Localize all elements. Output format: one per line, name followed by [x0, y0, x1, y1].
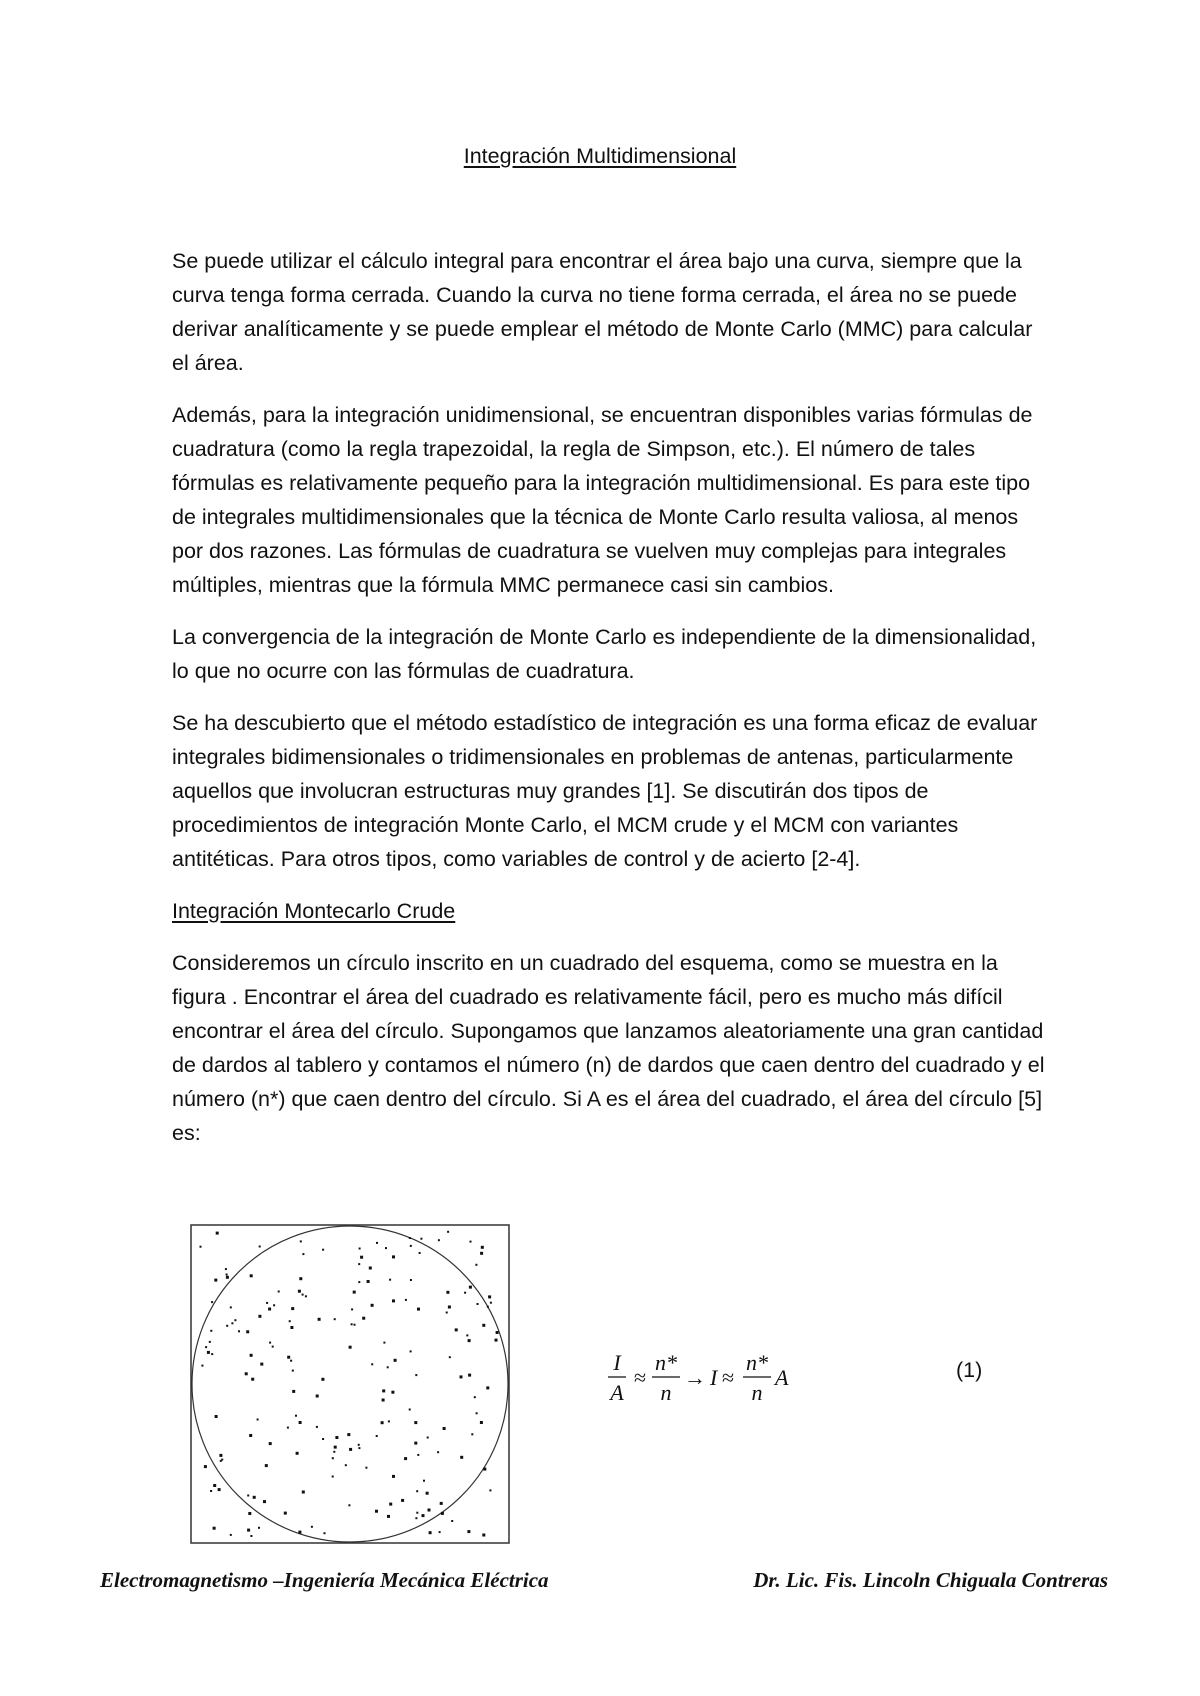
- dart-dot: [290, 1326, 293, 1329]
- dart-dot: [220, 1460, 222, 1462]
- dart-dot: [210, 1330, 212, 1332]
- dart-dot: [404, 1457, 407, 1460]
- dart-dot: [353, 1291, 356, 1294]
- dart-dot: [210, 1490, 212, 1492]
- dart-dot: [204, 1465, 207, 1468]
- dart-dot: [369, 1267, 372, 1270]
- dart-dot: [213, 1484, 216, 1487]
- dart-dot: [477, 1303, 479, 1305]
- dart-dot: [258, 1527, 260, 1529]
- page-title: Integración Multidimensional: [463, 144, 737, 168]
- dart-dot: [362, 1317, 365, 1320]
- dart-dot: [422, 1514, 425, 1517]
- dart-dot: [358, 1447, 360, 1449]
- eq-approx-1: ≈: [634, 1365, 647, 1390]
- dart-dot: [367, 1280, 370, 1283]
- dart-dot: [417, 1308, 420, 1311]
- eq-frac1-denominator: n: [660, 1380, 672, 1405]
- dart-dot: [324, 1532, 326, 1534]
- dart-dot: [392, 1255, 395, 1258]
- dart-dot: [292, 1390, 295, 1393]
- dart-dot: [253, 1496, 256, 1499]
- dart-dot: [349, 1346, 352, 1349]
- dart-dot: [316, 1395, 319, 1398]
- body-text: [172, 244, 1048, 1168]
- dart-dot: [305, 1295, 307, 1297]
- eq-tail: A: [775, 1365, 789, 1390]
- dart-dot: [392, 1299, 395, 1302]
- dart-dot: [371, 1363, 373, 1365]
- equation-number: (1): [956, 1358, 983, 1382]
- dart-dot: [334, 1318, 336, 1320]
- dart-dot: [311, 1526, 313, 1528]
- dart-dot: [464, 1292, 466, 1294]
- dart-dot: [414, 1442, 417, 1445]
- dart-dot: [460, 1375, 463, 1378]
- dart-dot: [409, 1237, 411, 1239]
- dart-dot: [409, 1409, 411, 1411]
- dart-dot: [455, 1328, 458, 1331]
- dart-dot: [488, 1295, 491, 1298]
- dart-dot: [332, 1457, 334, 1459]
- dart-dot: [266, 1302, 268, 1304]
- dart-dot: [410, 1245, 412, 1247]
- dart-dot: [289, 1320, 291, 1322]
- dart-dot: [467, 1530, 470, 1533]
- dart-dot: [481, 1246, 484, 1249]
- dart-dot: [334, 1446, 337, 1449]
- dart-dot: [249, 1434, 252, 1437]
- dart-dot: [382, 1399, 385, 1402]
- dart-dot: [385, 1247, 387, 1249]
- dart-dot: [290, 1360, 292, 1362]
- dart-dot: [437, 1451, 439, 1453]
- eq-frac1-numerator: n*: [655, 1350, 677, 1375]
- dart-dot: [214, 1279, 217, 1282]
- dart-dot: [209, 1341, 211, 1343]
- dart-dot: [263, 1500, 266, 1503]
- dart-dot: [382, 1389, 385, 1392]
- dart-dot: [429, 1531, 432, 1534]
- dart-dot: [216, 1232, 219, 1235]
- dart-dot: [250, 1354, 253, 1357]
- dart-dot: [215, 1415, 218, 1418]
- dart-dot: [321, 1378, 324, 1381]
- dart-dot: [300, 1240, 302, 1242]
- dart-dot: [251, 1378, 254, 1381]
- dart-dot: [284, 1512, 287, 1515]
- dart-dot: [273, 1304, 275, 1306]
- dart-dot: [423, 1480, 425, 1482]
- dart-dot: [298, 1531, 301, 1534]
- dart-dot: [358, 1444, 360, 1446]
- dart-dot: [295, 1415, 297, 1417]
- dart-dot: [230, 1306, 232, 1308]
- dart-dot: [298, 1290, 301, 1293]
- dart-dot: [466, 1334, 468, 1336]
- dart-dot: [482, 1324, 485, 1327]
- dart-dot: [318, 1318, 321, 1321]
- dart-dot: [292, 1370, 294, 1372]
- dart-dot: [480, 1252, 483, 1255]
- dart-dot: [258, 1315, 261, 1318]
- dart-dot: [207, 1351, 210, 1354]
- paragraph-1: Se puede utilizar el cálculo integral para encontrar el área bajo una curva, siempre que la curva tenga forma cerrada. Cuando la curva no tiene forma cerrada, el área no se puede derivar analíticamente y se puede emplear el método de Monte Carlo (MMC) para calcular el área.: [172, 249, 1033, 375]
- dart-dot: [392, 1475, 395, 1478]
- section-subheading: Integración Montecarlo Crude: [172, 899, 456, 923]
- dart-dot: [446, 1291, 449, 1294]
- dart-dot: [299, 1421, 302, 1424]
- dart-dot: [482, 1534, 485, 1537]
- dart-dot: [322, 1249, 324, 1251]
- dart-dot: [218, 1488, 221, 1491]
- dart-dot: [375, 1510, 378, 1513]
- dart-dot: [269, 1342, 271, 1344]
- dart-dot: [299, 1277, 302, 1280]
- eq-arrow: →: [684, 1365, 706, 1390]
- dart-dot: [410, 1350, 412, 1352]
- dart-dot: [213, 1527, 216, 1530]
- dart-dot: [483, 1468, 486, 1471]
- dart-dot: [389, 1503, 392, 1506]
- dart-dot: [416, 1512, 418, 1514]
- dart-dot: [428, 1509, 431, 1512]
- equation-1: [604, 1344, 814, 1414]
- paragraph-3: La convergencia de la integración de Monte Carlo es independiente de la dimensionalidad, lo que no ocurre con las fórmulas de cuadratura.: [172, 625, 1037, 683]
- dart-dot: [415, 1517, 417, 1519]
- dart-dot: [226, 1325, 228, 1327]
- dart-dot: [419, 1252, 421, 1254]
- dart-dot: [446, 1312, 448, 1314]
- dart-dot: [414, 1421, 417, 1424]
- dart-dot: [278, 1291, 280, 1293]
- dart-dot: [495, 1339, 498, 1342]
- dart-dot: [365, 1467, 367, 1469]
- dart-dot: [480, 1421, 483, 1424]
- dart-dot: [417, 1454, 419, 1456]
- dart-dot: [296, 1452, 299, 1455]
- dart-dot: [211, 1301, 213, 1303]
- dart-dot: [438, 1239, 440, 1241]
- dart-dot: [272, 1346, 274, 1348]
- dart-dot: [427, 1437, 429, 1439]
- dart-dot: [226, 1274, 228, 1276]
- dart-dot: [257, 1419, 259, 1421]
- dart-dot: [247, 1495, 249, 1497]
- dart-dot: [332, 1476, 334, 1478]
- dart-dot: [250, 1535, 252, 1537]
- eq-mid: I: [710, 1365, 718, 1390]
- dart-dot: [345, 1464, 347, 1466]
- dart-dot: [354, 1324, 356, 1326]
- dart-dot: [250, 1274, 253, 1277]
- dart-dot: [349, 1448, 352, 1451]
- dart-dot: [387, 1366, 389, 1368]
- dart-dot: [389, 1279, 391, 1281]
- dart-dot: [238, 1330, 240, 1332]
- dart-dot: [487, 1306, 489, 1308]
- dart-dot: [287, 1427, 289, 1429]
- dart-dot: [391, 1391, 394, 1394]
- dart-dot: [448, 1306, 451, 1309]
- dart-dot: [394, 1359, 397, 1362]
- dart-dot: [468, 1339, 471, 1342]
- eq-lhs-numerator: I: [613, 1350, 621, 1375]
- dart-dot: [496, 1331, 499, 1334]
- dart-dot: [302, 1253, 304, 1255]
- dart-dot: [460, 1456, 463, 1459]
- dart-dot: [476, 1412, 478, 1414]
- paragraph-5: Consideremos un círculo inscrito en un cuadrado del esquema, como se muestra en la figura . Encontrar el área del cuadrado es relativamente fácil, pero es mucho más difícil encontrar el área del círculo. Supongamos que lanzamos aleatoriamente una gran cantidad de dardos al tablero y contamos el número (n) de dardos que caen dentro del cuadrado y el número (n*) que caen dentro del círculo. Si A es el área del cuadrado, el área del círculo [5] es:: [172, 951, 1045, 1145]
- dart-dot: [447, 1231, 449, 1233]
- dart-dot: [230, 1534, 232, 1536]
- dart-dot: [420, 1238, 422, 1240]
- monte-carlo-figure: [190, 1224, 510, 1544]
- paragraph-2: Además, para la integración unidimensional, se encuentran disponibles varias fórmulas de cuadratura (como la regla trapezoidal, la regla de Simpson, etc.). El número de tales fórmulas es relativamente pequeño para la integración multidimensional. Es para este tipo de integrales multidimensionales que la técnica de Monte Carlo resulta valiosa, al menos por dos razones. Las fórmulas de cuadratura se vuelven muy complejas para integrales múltiples, mientras que la fórmula MMC permanece casi sin cambios.: [172, 403, 1033, 597]
- dart-dot: [234, 1319, 236, 1321]
- dart-dot: [245, 1372, 248, 1375]
- dart-dot: [415, 1374, 417, 1376]
- dart-dot: [269, 1442, 272, 1445]
- dart-dot: [486, 1386, 489, 1389]
- dart-dot: [259, 1246, 261, 1248]
- dart-dot: [405, 1299, 407, 1301]
- dart-dot: [291, 1307, 294, 1310]
- dart-dot: [490, 1302, 492, 1304]
- dart-dot: [358, 1281, 360, 1283]
- dart-dot: [302, 1294, 304, 1296]
- dart-dot: [387, 1515, 390, 1518]
- dart-dot: [351, 1323, 353, 1325]
- dart-dot: [451, 1520, 453, 1522]
- dart-dot: [348, 1504, 350, 1506]
- dart-dot: [443, 1427, 446, 1430]
- dart-dot: [347, 1433, 350, 1436]
- dart-dot: [469, 1286, 472, 1289]
- dart-dot: [381, 1421, 384, 1424]
- dart-dot: [371, 1304, 374, 1307]
- dart-dot: [439, 1531, 441, 1533]
- dart-dot: [248, 1512, 251, 1515]
- dart-dot: [401, 1499, 404, 1502]
- dart-dot: [205, 1346, 207, 1348]
- dart-dot: [489, 1489, 491, 1491]
- dart-dot: [247, 1529, 250, 1532]
- dart-dot: [219, 1454, 222, 1457]
- eq-frac2-denominator: n: [751, 1380, 763, 1405]
- dart-dot: [268, 1308, 271, 1311]
- dart-dot: [410, 1279, 412, 1281]
- dart-dot: [449, 1356, 451, 1358]
- dart-dot: [260, 1363, 263, 1366]
- dart-dot: [287, 1356, 290, 1359]
- dart-dot: [416, 1490, 418, 1492]
- eq-approx-2: ≈: [722, 1365, 735, 1390]
- dart-dot: [302, 1491, 305, 1494]
- dart-dot: [322, 1438, 324, 1440]
- dart-dot: [471, 1433, 473, 1435]
- dart-dot: [231, 1322, 233, 1324]
- dart-dot: [440, 1502, 443, 1505]
- dart-dot: [351, 1308, 353, 1310]
- dart-dot: [211, 1353, 213, 1355]
- dart-dot: [225, 1268, 227, 1270]
- dart-dot: [226, 1276, 229, 1279]
- dart-dot: [335, 1436, 338, 1439]
- dart-dot: [333, 1451, 335, 1453]
- footer-course: Electromagnetismo –Ingeniería Mecánica Eléctrica: [100, 1568, 549, 1592]
- dart-dot: [383, 1342, 385, 1344]
- dart-dot: [201, 1365, 203, 1367]
- dart-dot: [359, 1248, 361, 1250]
- dart-dot: [474, 1396, 476, 1398]
- eq-lhs-denominator: A: [610, 1380, 624, 1405]
- dart-dot: [265, 1464, 268, 1467]
- dart-dot: [200, 1246, 202, 1248]
- dart-dot: [246, 1330, 249, 1333]
- dart-dot: [441, 1512, 444, 1515]
- dart-dot: [470, 1241, 472, 1243]
- dart-dot: [316, 1426, 318, 1428]
- dart-dot: [376, 1435, 378, 1437]
- dart-dot: [358, 1263, 360, 1265]
- paragraph-4: Se ha descubierto que el método estadístico de integración es una forma eficaz de evaluar integrales bidimensionales o tridimensionales en problemas de antenas, particularmente aquellos que involucran estructuras muy grandes [1]. Se discutirán dos tipos de procedimientos de integración Monte Carlo, el MCM crude y el MCM con variantes antitéticas. Para otros tipos, como variables de control y de acierto [2-4].: [172, 711, 1038, 871]
- dart-dot: [388, 1420, 390, 1422]
- dart-dot: [468, 1374, 471, 1377]
- dart-dot: [475, 1264, 477, 1266]
- dart-dot: [360, 1256, 363, 1259]
- footer-author: Dr. Lic. Fis. Lincoln Chiguala Contreras: [753, 1568, 1108, 1592]
- dart-dot: [376, 1242, 378, 1244]
- eq-frac2-numerator: n*: [746, 1350, 768, 1375]
- dart-dot: [426, 1492, 429, 1495]
